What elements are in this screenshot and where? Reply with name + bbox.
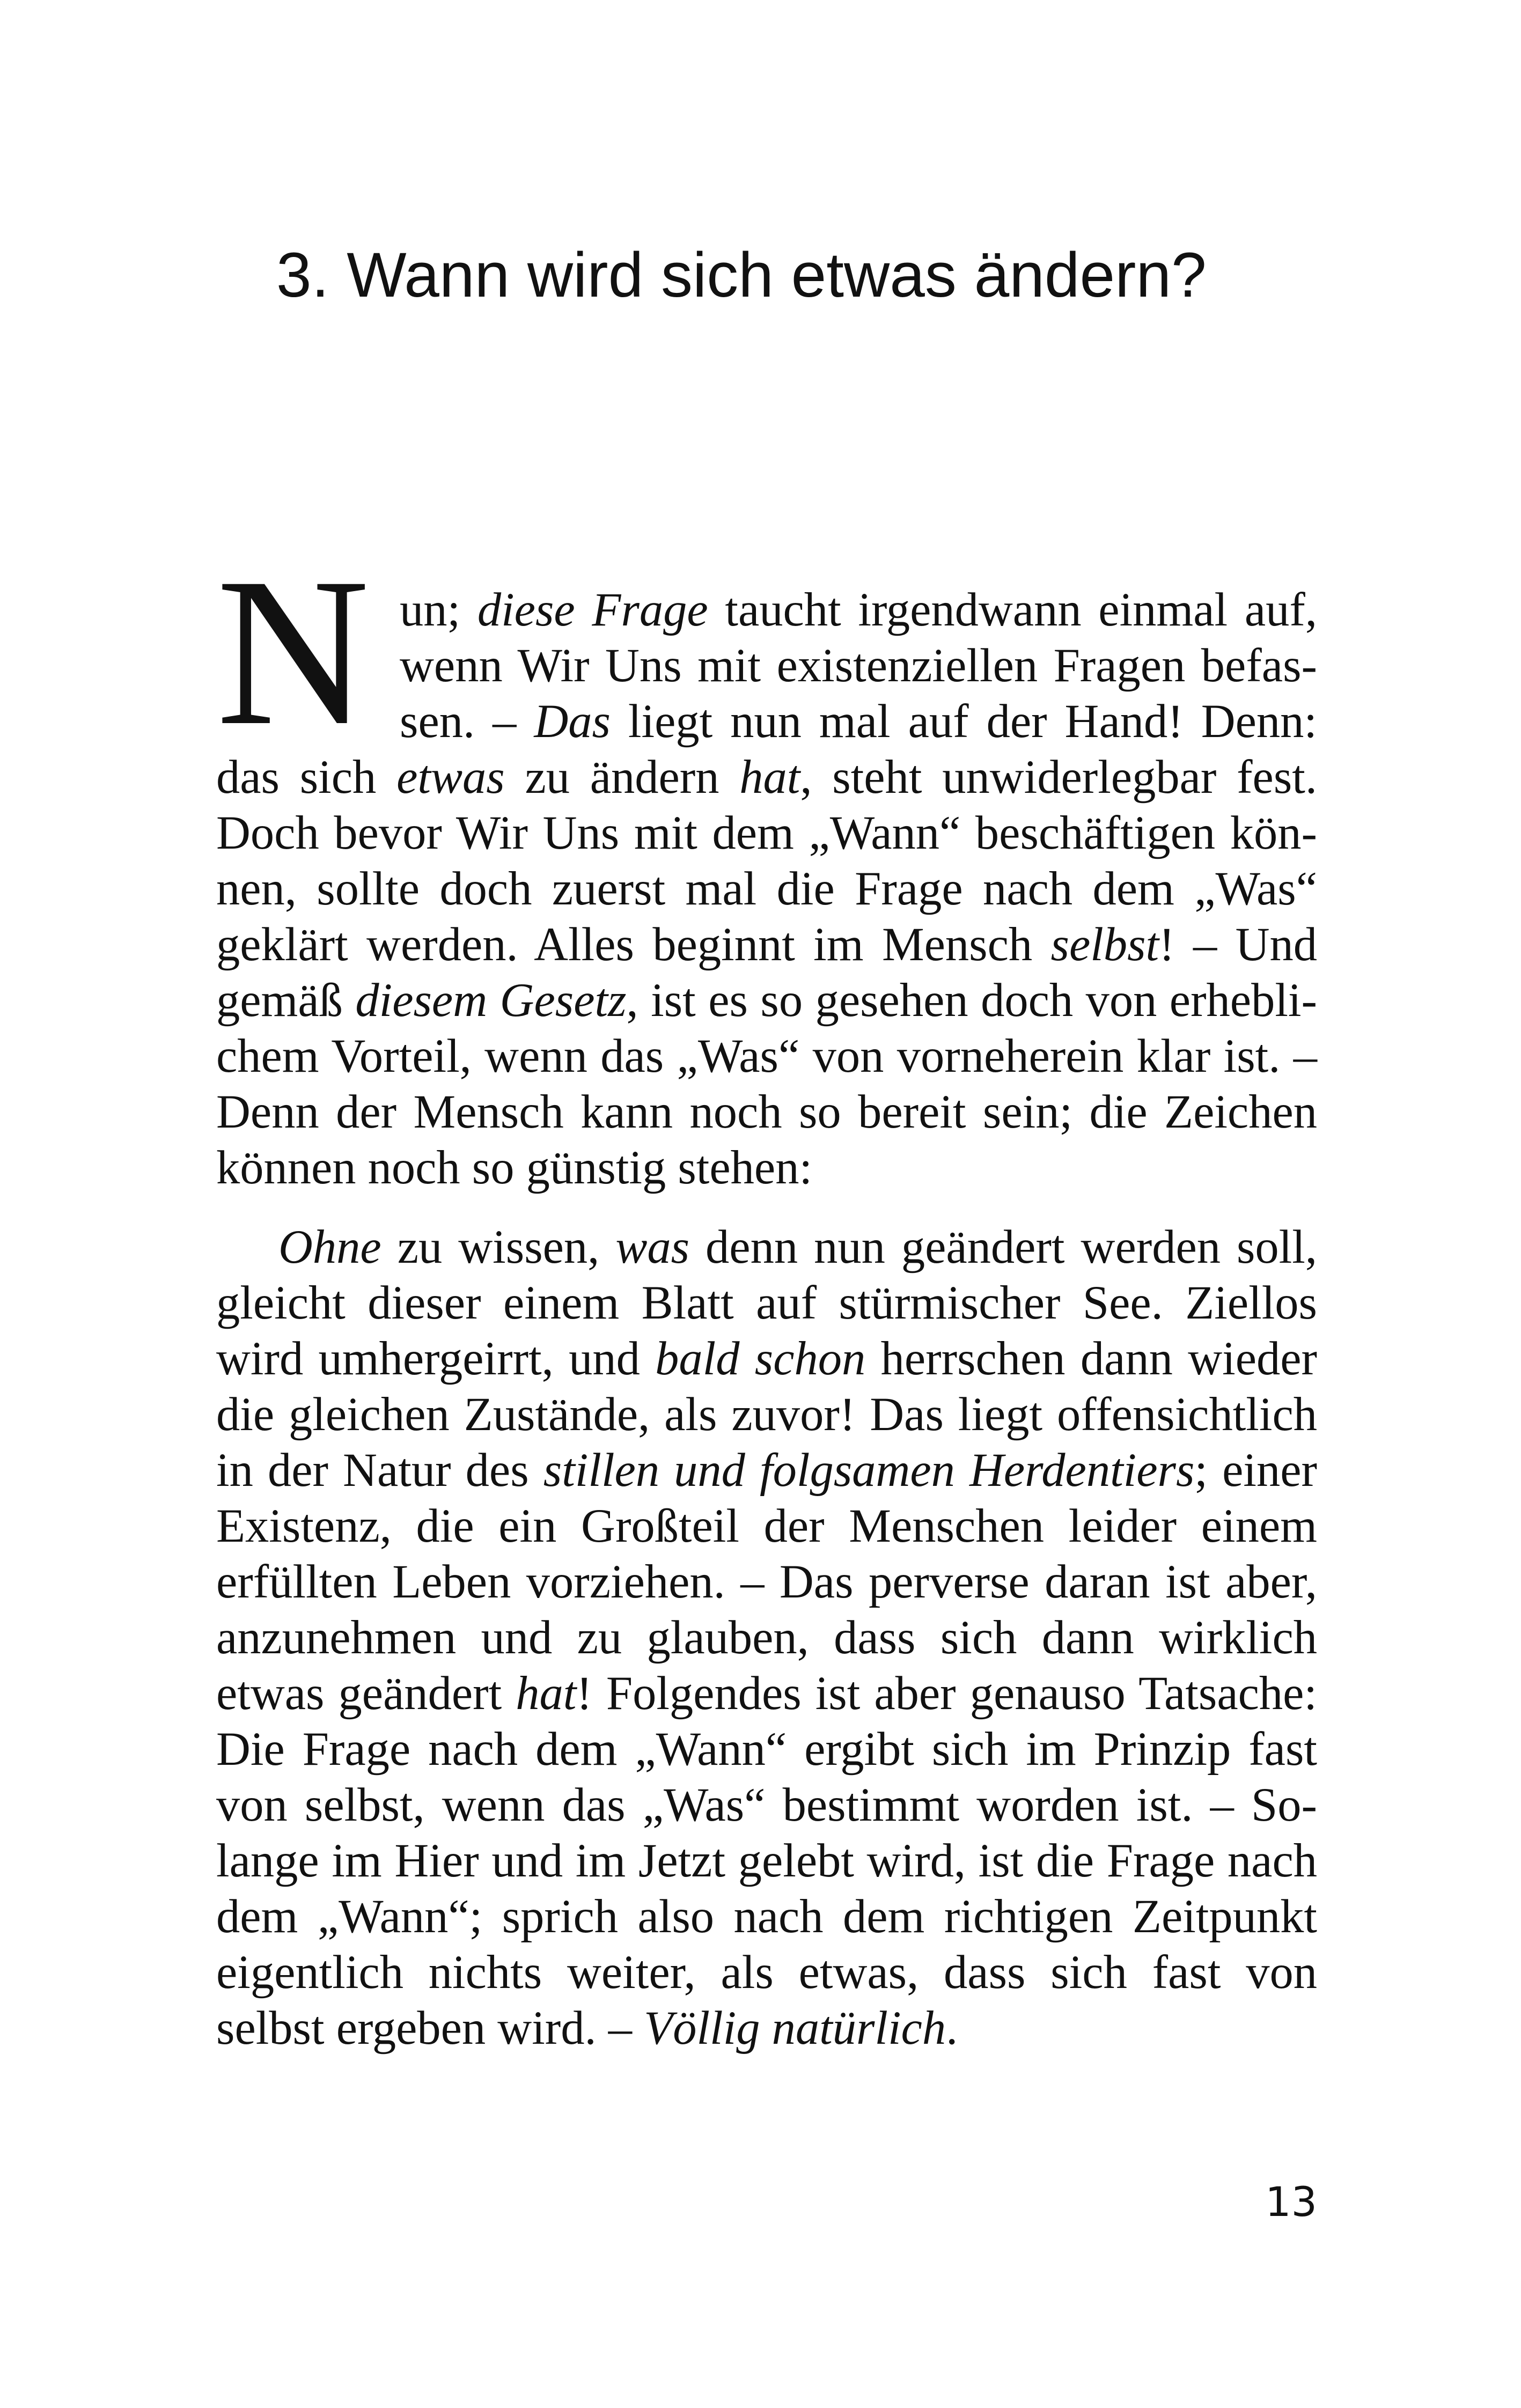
text-line (216, 917, 1317, 973)
drop-cap: N (216, 534, 370, 769)
text-line (216, 1275, 1317, 1331)
text-line (216, 1554, 1317, 1610)
page-number: 13 (1265, 2178, 1317, 2226)
text-line (216, 1219, 1317, 1275)
text-line (216, 861, 1317, 917)
italic-text: bald schon (655, 1332, 866, 1385)
text-run: Die Frage nach dem „Wann“ ergibt sich im Prinzip fast (216, 1723, 1317, 1776)
text-run: un; (400, 584, 477, 636)
text-run: wird umhergeirrt, und (216, 1332, 656, 1385)
text-run: zu ändern (504, 751, 740, 804)
text-run: gleicht dieser einem Blatt auf stürmischer See. Ziellos (216, 1277, 1317, 1329)
text-line (216, 1387, 1317, 1442)
paragraph (216, 582, 1317, 1196)
italic-text: stillen und folgsamen Herdentiers (543, 1444, 1195, 1497)
italic-text: Ohne (278, 1221, 381, 1273)
text-run: das sich (216, 751, 397, 804)
text-run: sen. – (400, 695, 534, 748)
text-run: etwas geändert (216, 1667, 516, 1720)
text-run: nen, sollte doch zuerst mal die Frage nach dem „Was“ (216, 863, 1317, 915)
text-line (216, 694, 1317, 749)
text-run: ; einer (1194, 1444, 1317, 1497)
text-line (216, 749, 1317, 805)
paragraph (216, 1219, 1317, 2056)
paragraph-gap (216, 1196, 1317, 1219)
text-line (216, 582, 1317, 638)
text-run: können noch so günstig stehen: (216, 1142, 813, 1194)
text-run: ! – Und (1159, 918, 1318, 971)
text-run: die gleichen Zustände, als zuvor! Das liegt offensichtlich (216, 1388, 1317, 1441)
text-run: , ist es so gesehen doch von erhebli- (626, 974, 1317, 1027)
text-run: taucht irgendwann einmal auf, (708, 584, 1317, 636)
text-run: geklärt werden. Alles beginnt im Mensch (216, 918, 1051, 971)
text-run: gemäß (216, 974, 356, 1027)
text-run: von selbst, wenn das „Was“ bestimmt worden ist. – So- (216, 1779, 1317, 1831)
text-line (216, 2000, 1317, 2056)
text-run: lange im Hier und im Jetzt gelebt wird, ist die Frage nach (216, 1835, 1317, 1887)
italic-text: Völlig natürlich (644, 2002, 946, 2054)
text-run: wenn Wir Uns mit existenziellen Fragen befas- (400, 639, 1317, 692)
body-text (216, 582, 1317, 2056)
text-line (216, 1084, 1317, 1140)
text-run: in der Natur des (216, 1444, 543, 1497)
italic-text: diese Frage (477, 584, 708, 636)
text-line (216, 1442, 1317, 1498)
text-line (216, 1721, 1317, 1777)
text-line (216, 1331, 1317, 1387)
italic-text: was (615, 1221, 690, 1273)
italic-text: hat (516, 1667, 577, 1720)
text-line (216, 1777, 1317, 1833)
text-run: denn nun geändert werden soll, (689, 1221, 1317, 1273)
chapter-title: 3. Wann wird sich etwas ändern? (276, 240, 1207, 311)
text-run: selbst ergeben wird. – (216, 2002, 644, 2054)
text-run: Existenz, die ein Großteil der Menschen leider einem (216, 1500, 1317, 1552)
text-run: chem Vorteil, wenn das „Was“ von vorneherein klar ist. – (216, 1030, 1317, 1083)
text-run: zu wissen, (381, 1221, 616, 1273)
italic-text: Das (534, 695, 611, 748)
text-run: Doch bevor Wir Uns mit dem „Wann“ beschäftigen kön- (216, 807, 1317, 859)
text-run: Denn der Mensch kann noch so bereit sein; die Zeichen (216, 1086, 1317, 1138)
text-line (216, 1498, 1317, 1554)
italic-text: diesem Gesetz (355, 974, 627, 1027)
italic-text: hat (739, 751, 800, 804)
text-line (216, 1889, 1317, 1945)
text-line (216, 1610, 1317, 1666)
text-run: dem „Wann“; sprich also nach dem richtigen Zeitpunkt (216, 1890, 1317, 1943)
text-run: anzunehmen und zu glauben, dass sich dann wirklich (216, 1611, 1317, 1664)
text-line (216, 1833, 1317, 1889)
text-run: eigentlich nichts weiter, als etwas, dass sich fast von (216, 1946, 1317, 1999)
italic-text: etwas (396, 751, 505, 804)
italic-text: selbst (1050, 918, 1159, 971)
text-run: herrschen dann wieder (865, 1332, 1317, 1385)
text-line (216, 1140, 1317, 1196)
text-line (216, 1666, 1317, 1721)
text-run: erfüllten Leben vorziehen. – Das perverse daran ist aber, (216, 1556, 1317, 1608)
text-line (216, 638, 1317, 694)
text-line (216, 1028, 1317, 1084)
text-run: . (946, 2002, 958, 2054)
text-run: , steht unwiderlegbar fest. (800, 751, 1317, 804)
text-run: ! Folgendes ist aber genauso Tatsache: (576, 1667, 1318, 1720)
text-line (216, 1945, 1317, 2000)
text-line (216, 973, 1317, 1028)
text-line (216, 805, 1317, 861)
text-run: liegt nun mal auf der Hand! Denn: (610, 695, 1317, 748)
